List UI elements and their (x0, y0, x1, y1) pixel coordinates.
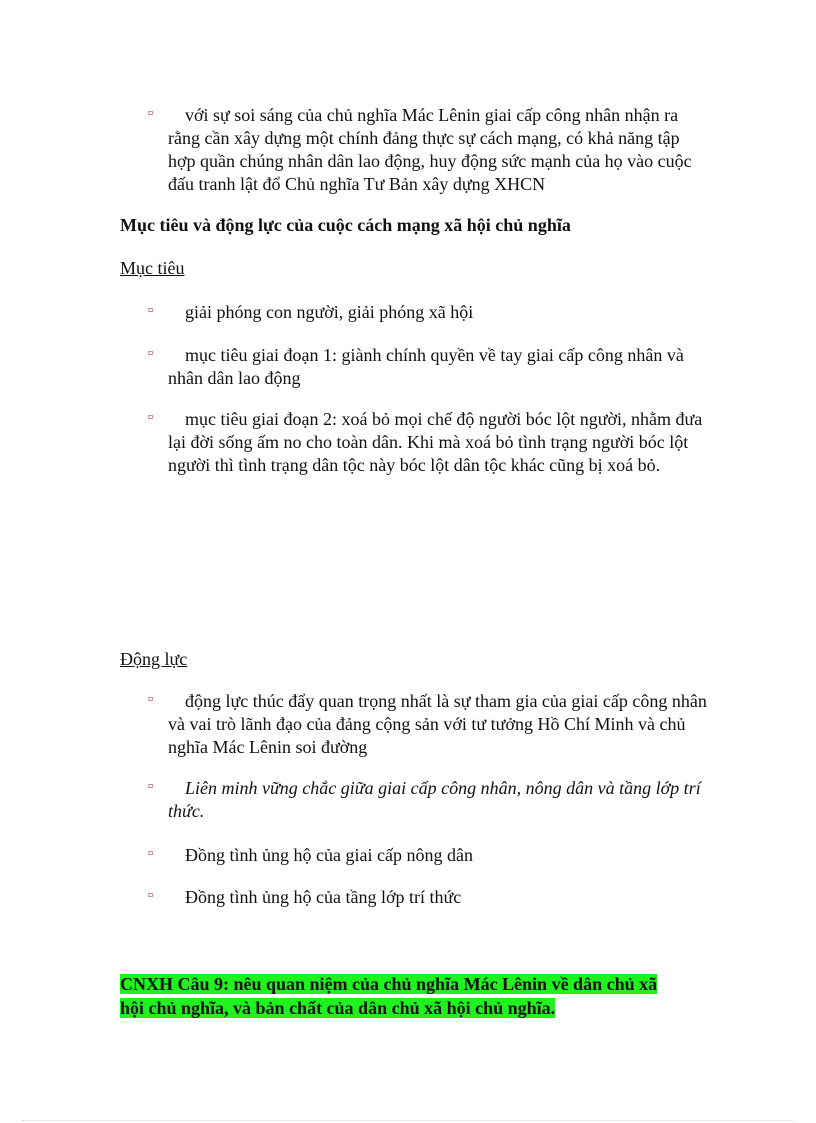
dong-luc-item (148, 777, 708, 823)
bullet-text: mục tiêu giai đoạn 2: xoá bỏ mọi chế độ người bóc lột người, nhằm đưa lại đời sống ấm no cho toàn dân. Khi mà xoá bỏ tình trạng người bóc lột người thì tình trạng dân tộc này bóc lột dân tộc khác cũng bị xoá bỏ. (168, 409, 703, 475)
muc-tieu-item (148, 344, 708, 390)
page-bottom-rule (22, 1120, 794, 1121)
muc-tieu-title: Mục tiêu (120, 258, 185, 278)
dong-luc-item (148, 690, 708, 759)
bullet-text: với sự soi sáng của chủ nghĩa Mác Lênin giai cấp công nhân nhận ra rằng cần xây dựng một chính đảng thực sự cách mạng, có khả năng tập hợp quần chúng nhân dân lao động, huy động sức mạnh của họ vào cuộc đấu tranh lật đổ Chủ nghĩa Tư Bản xây dựng XHCN (168, 105, 692, 194)
square-bullet-icon: ▫ (148, 108, 154, 117)
bullet-text: giải phóng con người, giải phóng xã hội (185, 302, 474, 322)
muc-tieu-item (148, 408, 708, 477)
bullet-text: Đồng tình ủng hộ của giai cấp nông dân (185, 845, 473, 865)
muc-tieu-item (148, 301, 708, 324)
dong-luc-item (148, 844, 708, 867)
square-bullet-icon: ▫ (148, 348, 154, 357)
question-line-2: hội chủ nghĩa, và bản chất của dân chủ xã hội chủ nghĩa. (120, 998, 556, 1018)
square-bullet-icon: ▫ (148, 305, 154, 314)
intro-bullet (148, 104, 708, 196)
dong-luc-item (148, 886, 708, 909)
question-heading (120, 972, 690, 1020)
square-bullet-icon: ▫ (148, 412, 154, 421)
bullet-text: Đồng tình ủng hộ của tầng lớp trí thức (185, 887, 462, 907)
bullet-text: Liên minh vững chắc giữa giai cấp công nhân, nông dân và tầng lớp trí thức. (168, 778, 701, 821)
square-bullet-icon: ▫ (148, 781, 154, 790)
square-bullet-icon: ▫ (148, 848, 154, 857)
section-heading: Mục tiêu và động lực của cuộc cách mạng xã hội chủ nghĩa (120, 215, 571, 235)
square-bullet-icon: ▫ (148, 694, 154, 703)
bullet-text: mục tiêu giai đoạn 1: giành chính quyền về tay giai cấp công nhân và nhân dân lao động (168, 345, 684, 388)
bullet-text: động lực thúc đẩy quan trọng nhất là sự tham gia của giai cấp công nhân và vai trò lãnh đạo của đảng cộng sản với tư tưởng Hồ Chí Minh và chủ nghĩa Mác Lênin soi đường (168, 691, 707, 757)
question-line-1: CNXH Câu 9: nêu quan niệm của chủ nghĩa Mác Lênin về dân chủ xã (120, 974, 658, 994)
square-bullet-icon: ▫ (148, 890, 154, 899)
dong-luc-title: Động lực (120, 649, 188, 669)
